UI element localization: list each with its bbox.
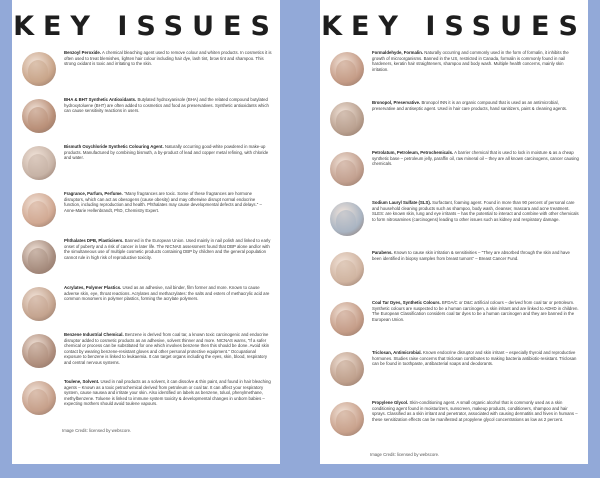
issue-description (64, 50, 272, 67)
issue-term: Triclosan, Antimicrobial. (372, 350, 422, 355)
portrait-thumbnail (330, 102, 364, 136)
portrait-thumbnail (22, 193, 56, 227)
portrait-thumbnail (330, 252, 364, 286)
portrait-thumbnail (22, 287, 56, 321)
issue-text: Bronopol INN it is an organic compound that is used as an antimicrobial, preservative and antiseptic agent. Used in hair care products, hand sanitizers, paint & cleaning agents. (372, 100, 568, 111)
portrait-thumbnail (22, 240, 56, 274)
page-title: KEY ISSUES (13, 11, 279, 42)
portrait-thumbnail (22, 52, 56, 86)
list-item (20, 379, 272, 426)
issue-term: Formaldehyde, Formalin. (372, 50, 424, 55)
portrait-thumbnail (330, 152, 364, 186)
issue-text: A chemical bleaching agent used to remove colour and whiten products. In cosmetics it is often used to treat blemishes, lighten hair colour including hair dye, lash tint, brow tint and shampoo. This strong oxidant is toxic and irritating to the skin. (64, 50, 272, 67)
image-credit: Image Credit: licensed by webscore. (62, 428, 132, 433)
issue-description (64, 332, 272, 366)
issue-description (372, 150, 580, 167)
issue-description (64, 191, 272, 213)
issue-description (64, 144, 272, 161)
list-item (20, 191, 272, 238)
issue-term: Benzoyl Peroxide. (64, 50, 102, 55)
issue-description (372, 300, 580, 322)
issue-text: A barrier chemical that is used to lock in moisture & as a cheap synthetic base – petroleum jelly, paraffin oil, raw mineral oil – they are all known carcinogens, cancer causing chemicals. (372, 150, 579, 167)
issue-text: BFDA/C or D&C artificial colours – derived from coal tar or petroleum. Synthetic colours are suspected to be a human carcinogen, a skin irritant and are linked to ADHD in children. The European Classification considers coal tar dyes to be a human carcinogen and they are banned in the European Union. (372, 300, 579, 322)
image-credit: Image Credit: licensed by webscore. (370, 452, 440, 457)
page-title: KEY ISSUES (321, 11, 587, 42)
issue-list (12, 44, 280, 426)
list-item (20, 50, 272, 97)
issue-description (372, 350, 580, 367)
issue-description (372, 400, 580, 422)
issue-description (372, 250, 580, 261)
portrait-thumbnail (330, 402, 364, 436)
list-item (20, 285, 272, 332)
issue-description (372, 50, 580, 72)
issue-description (372, 200, 580, 222)
issue-text: Naturally occurring and commonly used in the form of formalin, it inhibits the growth of microorganisms. Banned in the US, restricted in Canada, formalin is commonly found in nail hardeners, keratin hair straighteners, shampoo and body wash. Multiple health concerns, mainly skin irritation. (372, 50, 569, 72)
issue-text: Skin-conditioning agent. A small organic alcohol that is commonly used as a skin conditioning agent found in moisturizers, sunscreen, makeup products, conditioners, shampoo and hair sprays. Classified as a skin irritant and penetrator, associated with causing dermatitis and hives in humans – these sensitization effects can be manifested at propylene glycol concentrations as low as 2 percent. (372, 400, 578, 422)
portrait-thumbnail (330, 52, 364, 86)
right-page (320, 0, 588, 464)
issue-term: Sodium Lauryl Sulfate (SLS). (372, 200, 431, 205)
portrait-thumbnail (22, 99, 56, 133)
issue-term: Coal Tar Dyes, Synthetic Colours. (372, 300, 441, 305)
issue-description (64, 238, 272, 260)
issue-term: Benzene Industrial Chemical. (64, 332, 124, 337)
issue-term: Bismuth Oxychloride Synthetic Colouring Agent. (64, 144, 164, 149)
issue-description (64, 97, 272, 114)
portrait-thumbnail (330, 202, 364, 236)
list-item (328, 300, 580, 350)
issue-description (372, 100, 580, 111)
portrait-thumbnail (330, 302, 364, 336)
issue-text: "Many fragrances are toxic. Some of these fragrances are hormone disruptors, which can act as obesogens (cause obesity) and may otherwise disrupt normal endocrine function, including reproduction and health. Phthalates may cause developmental defects and delays." – Anne-Marie Hellenbrandt, PhD, Chemistry Expert. (64, 191, 262, 213)
issue-term: Fragrance, Parfum, Perfume. (64, 191, 123, 196)
issue-text: Benzene is derived from coal tar, a known toxic carcinogenic and endocrine disruptor added to cosmetic products as an adhesive, solvent thinner and more. NICNAS warns, "If a safer chemical or process can be substituted for one which involves benzene then this should be done. Avoid skin contact by wearing benzene-resistant gloves and other personal protective equipment." Occupational exposure to benzene is linked to leukaemia. It can target organs including the eyes, skin, blood, respiratory and central nervous systems. (64, 332, 270, 365)
portrait-thumbnail (22, 381, 56, 415)
issue-text: Used in nail products as a solvent, it can dissolve & thin paint, and found in hair bleaching agents – Known as a toxic petrochemical derived from petroleum or coal tar. It can affect your respiratory system, cause nausea and irritate your skin. Also identified on labels as benzene, toluol, phenylmethane, methylbenzene. Toluene is linked to immune system toxicity & developmental changes in unborn babies – expecting mothers should avoid toulene vapours. (64, 379, 271, 407)
issue-text: Known to cause skin irritation & sensitivities – "They are absorbed through the skin and have been identified in biopsy samples from breast tumors" – Breast Cancer Fund. (372, 250, 570, 261)
issue-term: Phthalates DPB, Plasticisers. (64, 238, 124, 243)
issue-list (320, 44, 588, 450)
portrait-thumbnail (22, 146, 56, 180)
issue-text: Known endocrine disruptor and skin irritant – especially thyroid and reproductive hormones. Studies raise concerns that triclosan contributes to making bacteria antibiotic-resistant. Triclosan can be found in toothpaste, antibacterial soaps and deodorants. (372, 350, 577, 367)
issue-term: Bronopol, Preservative. (372, 100, 421, 105)
list-item (328, 350, 580, 400)
issue-text: Surfactant, foaming agent. Found in more than 90 percent of personal care and household cleaning products such as shampoo, body wash, cleanser, mascara and acne treatment. SLES: are known skin, lung and eye irritants – has the potential to interact and combine with other chemicals to form nitrosamines (carcinogens) leading to other issues such as kidney and respiratory damage. (372, 200, 579, 222)
issue-description (64, 379, 272, 407)
issue-term: Acrylates, Polymer Plastics. (64, 285, 122, 290)
issue-text: Used as an adhesive, nail binder, film former and more. Known to cause adverse skin, eye, throat reactions. Acrylates and methacrylates: the salts and esters of methacrylic acid are common monomers in polymer plastics, forming the acrylate polymers. (64, 285, 270, 302)
list-item (328, 250, 580, 300)
issue-text: Naturally occurring good-white powdered in make-up products. Manufactured by combining bismuth, a by-product of lead and copper metal refining, with chloride and water. (64, 144, 269, 161)
issue-text: Butylated hydroxyanisole (BHA) and the related compound butylated hydroxytoluene (BHT) are often added to cosmetics and food as preservatives. Synthetic antioxidants which can cause sensitivity reactions in users. (64, 97, 269, 114)
list-item (20, 238, 272, 285)
left-page (12, 0, 280, 464)
list-item (328, 400, 580, 450)
portrait-thumbnail (22, 334, 56, 368)
issue-term: Petrolatum, Petroleum, Petrochemicals. (372, 150, 454, 155)
list-item (328, 200, 580, 250)
portrait-thumbnail (330, 352, 364, 386)
issue-term: Parabens. (372, 250, 393, 255)
list-item (20, 332, 272, 379)
list-item (328, 100, 580, 150)
issue-term: BHA & BHT Synthetic Antioxidants. (64, 97, 137, 102)
list-item (20, 97, 272, 144)
list-item (20, 144, 272, 191)
issue-description (64, 285, 272, 302)
issue-text: Banned in the European Union. Used mainly in nail polish and linked to early onset of puberty and a risk of cancer in later life. The NICNAS assessment found that DBP alone and/or with the simultaneous use of multiple cosmetic products containing DBP by children and the general population cannot rule in high risk of reproductive toxicity. (64, 238, 271, 260)
list-item (328, 50, 580, 100)
issue-term: Toulene, Solvent. (64, 379, 100, 384)
list-item (328, 150, 580, 200)
issue-term: Propylene Glycol. (372, 400, 409, 405)
